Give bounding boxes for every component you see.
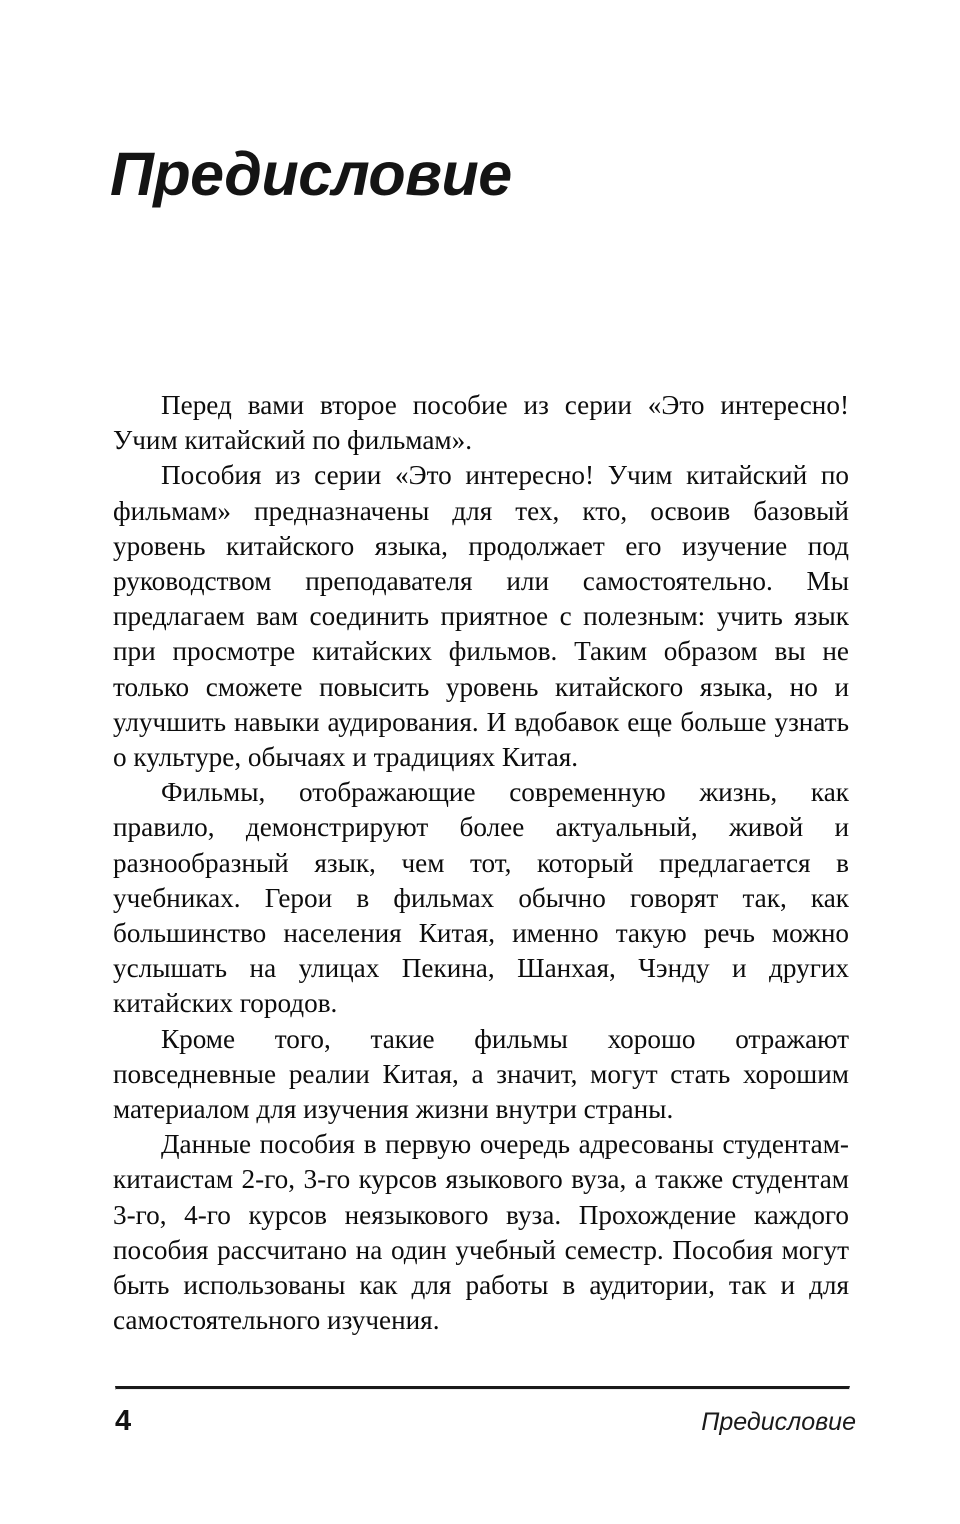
body-paragraph: Фильмы, отображающие современную жизнь, как правило, демонстрируют более актуальный, живой и разнообразный язык, чем тот, который предлагается в учебниках. Герои в фильмах обычно говорят так, как большинство населения Китая, именно такую речь можно услышать на улицах Пекина, Шанхая, Чэнду и других китайских городов. [113, 777, 849, 1019]
body-paragraph: Кроме того, такие фильмы хорошо отражают повседневные реалии Китая, а значит, могут стать хорошим материалом для изучения жизни внутри страны. [113, 1023, 849, 1125]
page-number: 4 [115, 1405, 132, 1437]
body-paragraph: Данные пособия в первую очередь адресованы студентам-китаистам 2-го, 3-го курсов языкового вуза, а также студентам 3-го, 4-го курсов неязыкового вуза. Прохождение каждого пособия рассчитано на один учебный семестр. Пособия могут быть использованы как для работы в аудитории, так и для самостоятельного изучения. [113, 1129, 849, 1336]
footer-divider [115, 1386, 850, 1390]
footer-row [115, 1404, 856, 1438]
body-paragraph: Пособия из серии «Это интересно! Учим китайский по фильмам» предназначены для тех, кто, освоив базовый уровень китайского языка, продолжает его изучение под руководством преподавателя или самостоятельно. Мы предлагаем вам соединить приятное с полезным: учить язык при просмотре китайских фильмов. Таким образом вы не только сможете повысить уровень китайского языка, но и улучшить навыки аудирования. И вдобавок еще больше узнать о культуре, обычаях и традициях Китая. [113, 460, 849, 773]
body-text-column [113, 388, 849, 1338]
body-paragraph: Перед вами второе пособие из серии «Это интересно! Учим китайский по фильмам». [113, 390, 849, 456]
footer-running-head: Предисловие [701, 1408, 856, 1436]
page-title: Предисловие [110, 139, 512, 208]
page-footer [115, 1386, 856, 1438]
